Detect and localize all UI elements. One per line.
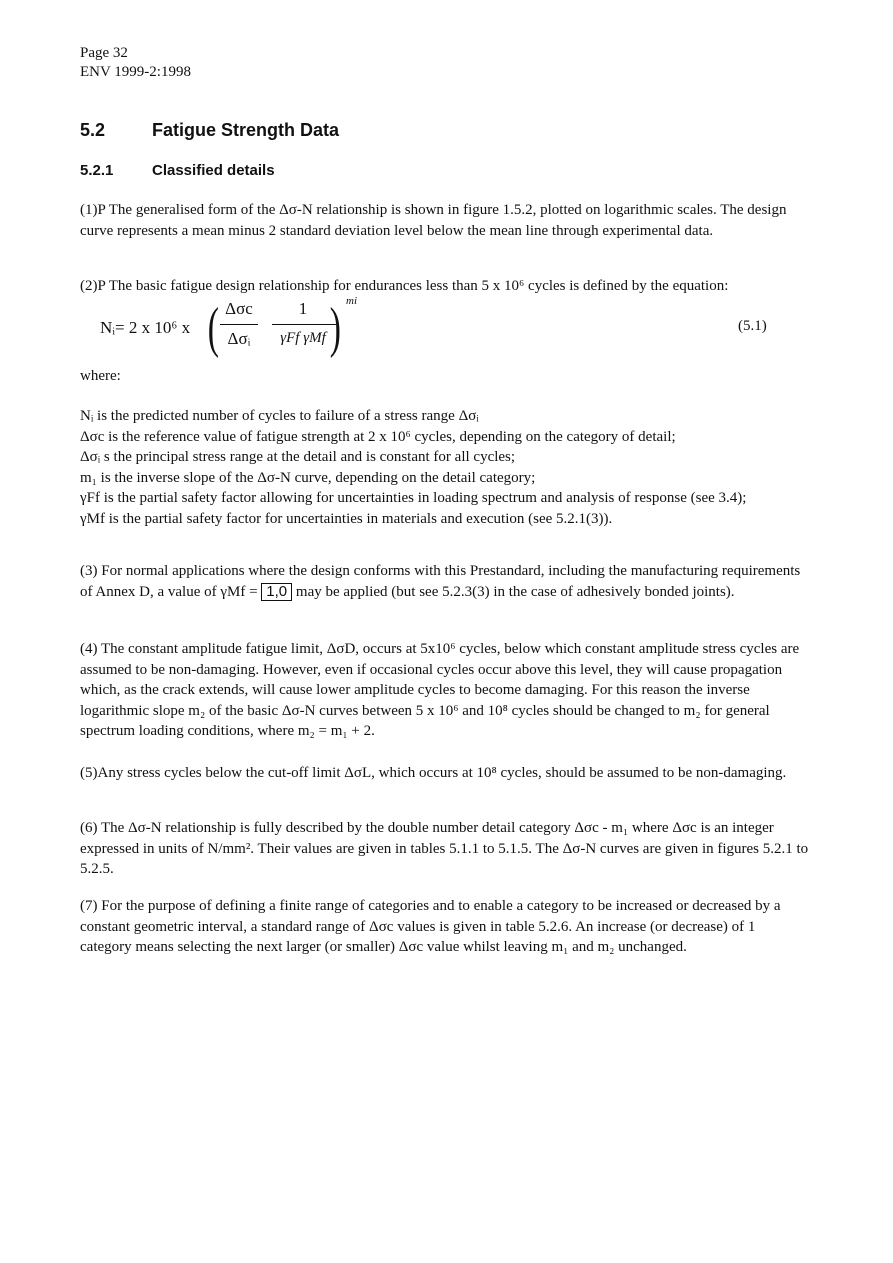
equation-lhs: Nᵢ= 2 x 10⁶ x <box>100 318 191 337</box>
definition-item: γMf is the partial safety factor for uncertainties in materials and execution (see 5.2.1(3)). <box>80 510 613 527</box>
fraction-bar-1 <box>220 324 258 325</box>
page-number: Page 32 <box>80 45 128 61</box>
section-number: 5.2 <box>80 120 106 140</box>
left-paren: ( <box>207 297 219 359</box>
definition-item: Nᵢ is the predicted number of cycles to failure of a stress range Δσᵢ <box>80 408 479 424</box>
equation-number: (5.1) <box>738 318 767 334</box>
paragraph-2: (2)P The basic fatigue design relationship for endurances less than 5 x 10⁶ cycles is defined by the equation: <box>80 278 729 294</box>
numerator-2: 1 <box>298 299 308 318</box>
definition-item: Δσc is the reference value of fatigue strength at 2 x 10⁶ cycles, depending on the category of detail; <box>80 428 676 445</box>
paragraph-5: (5)Any stress cycles below the cut-off limit ΔσL, which occurs at 10⁸ cycles, should be assumed to be non-damaging. <box>80 765 787 781</box>
paragraph-4: (4) The constant amplitude fatigue limit, ΔσD, occurs at 5x10⁶ cycles, below which constant amplitude stress cycles are assumed to be non-damaging. However, even if occasional cycles occur above this level, they will cause propagation which, as the crack extends, will cause lower amplitude cycles to become damaging. For this reason the inverse logarithmic slope m₂ of the basic Δσ-N curves between 5 x 10⁶ and 10⁸ cycles should be changed to m₂ for general spectrum loading conditions, where m₂ = m₁ + 2. <box>80 641 800 739</box>
page-header <box>80 44 191 82</box>
subsection-number: 5.2.1 <box>80 162 114 179</box>
standard-reference: ENV 1999-2:1998 <box>80 64 191 80</box>
boxed-value: 1,0 <box>261 583 292 601</box>
paragraph-3: (3) For normal applications where the design conforms with this Prestandard, including the manufacturing requirements of Annex D, a value of γMf = 1,0 may be applied (but see 5.2.3(3) in the case of adhesively bonded joints). <box>80 563 801 600</box>
definition-item: Δσᵢ s the principal stress range at the detail and is constant for all cycles; <box>80 449 516 465</box>
subsection-heading <box>80 162 275 179</box>
paragraph-7: (7) For the purpose of defining a finite range of categories and to enable a category to be increased or decreased by a constant geometric interval, a standard range of Δσc values is given in table 5.2.6. An increase (or decrease) of 1 category means selecting the next larger (or smaller) Δσc value whilst leaving m₁ and m₂ unchanged. <box>80 898 781 955</box>
fatigue-equation <box>100 295 800 361</box>
paragraph-1: (1)P The generalised form of the Δσ-N relationship is shown in figure 1.5.2, plotted on logarithmic scales. The design curve represents a mean minus 2 standard deviation level below the mean line through experimental data. <box>80 202 787 239</box>
section-title: Fatigue Strength Data <box>152 120 340 140</box>
right-paren: ) <box>329 297 341 359</box>
definition-item: m₁ is the inverse slope of the Δσ-N curve, depending on the detail category; <box>80 469 536 486</box>
paragraph-6: (6) The Δσ-N relationship is fully described by the double number detail category Δσc - m₁ where Δσc is an integer expressed in units of N/mm². Their values are given in tables 5.1.1 to 5.1.5. The Δσ-N curves are given in figures 5.2.1 to 5.2.5. <box>80 820 809 877</box>
numerator-1: Δσc <box>225 299 253 318</box>
denominator-1: Δσᵢ <box>227 329 251 348</box>
fraction-bar-2 <box>272 324 336 325</box>
definitions-list <box>80 406 820 529</box>
equation-exponent: mi <box>346 295 357 307</box>
where-label: where: <box>80 368 121 384</box>
denominator-2: γFf γMf <box>280 330 326 346</box>
section-heading <box>80 120 340 141</box>
definition-item: γFf is the partial safety factor allowing for uncertainties in loading spectrum and analysis of response (see 3.4); <box>80 490 747 506</box>
subsection-title: Classified details <box>152 162 275 179</box>
